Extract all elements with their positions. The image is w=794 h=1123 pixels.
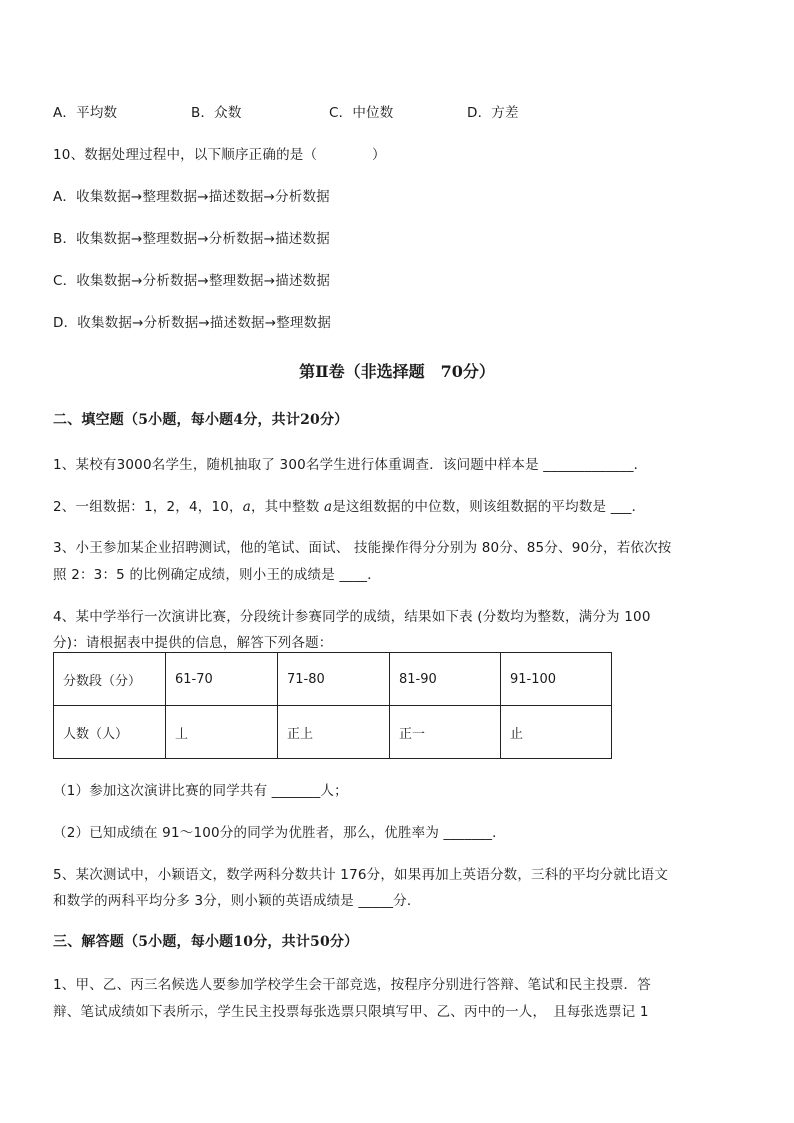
s3-q1-line2: 辩、笔试成绩如下表所示，学生民主投票每张选票只限填写甲、乙、丙中的一人， 且每张选票记 1 <box>53 1004 649 1020</box>
table-cell: 丄 <box>166 706 278 759</box>
table-cell: 61-70 <box>166 653 278 706</box>
s2-q2 <box>53 495 645 515</box>
table-cell: 81-90 <box>390 653 501 706</box>
s2-q1: 1、某校有3000名学生，随机抽取了 300名学生进行体重调查．该问题中样本是 _____________． <box>53 457 648 473</box>
s3-q1-line1: 1、甲、乙、丙三名候选人要参加学校学生会干部竞选，按程序分别进行答辩、笔试和民主投票．答 <box>53 977 651 993</box>
q9-option-c: C．中位数 <box>329 105 394 121</box>
s2-q2-mid: ，其中整数 <box>250 499 324 515</box>
s2-q2-variable-2: a <box>323 499 333 515</box>
table-cell: 正上 <box>278 706 390 759</box>
section2-heading: 二、填空题（5小题，每小题4分，共计20分） <box>53 412 349 428</box>
table-cell: 71-80 <box>278 653 390 706</box>
q10-stem: 10、数据处理过程中，以下顺序正确的是（ ） <box>53 147 386 163</box>
s2-q3-line1: 3、小王参加某企业招聘测试，他的笔试、面试、 技能操作得分分别为 80分、85分、90分，若依次按 <box>53 540 672 556</box>
table-cell: 止 <box>501 706 612 759</box>
s2-q5-line1: 5、某次测试中，小颖语文，数学两科分数共计 176分，如果再加上英语分数，三科的平均分就比语文 <box>53 867 669 883</box>
table-cell: 正一 <box>390 706 501 759</box>
s2-q4-line1: 4、某中学举行一次演讲比赛，分段统计参赛同学的成绩，结果如下表 (分数均为整数，满分为 100 <box>53 609 651 625</box>
table-cell: 分数段（分） <box>54 653 166 706</box>
s2-q4-sub1: （1）参加这次演讲比赛的同学共有 _______人； <box>53 783 348 799</box>
table-row <box>54 706 612 759</box>
q9-option-d: D．方差 <box>467 105 519 121</box>
s2-q2-before: 2、一组数据：1，2，4，10， <box>53 499 243 515</box>
s2-q5-line2: 和数学的两科平均分多 3分，则小颖的英语成绩是 _____分． <box>53 893 421 909</box>
part2-title: 第Ⅱ卷（非选择题 70分） <box>299 362 495 381</box>
q9-options <box>53 101 519 121</box>
table-cell: 91-100 <box>501 653 612 706</box>
section3-heading: 三、解答题（5小题，每小题10分，共计50分） <box>53 934 359 950</box>
q10-option-d: D．收集数据→分析数据→描述数据→整理数据 <box>53 315 332 331</box>
table-cell: 人数（人） <box>54 706 166 759</box>
q9-option-b: B．众数 <box>191 105 242 121</box>
q10-option-a: A．收集数据→整理数据→描述数据→分析数据 <box>53 189 330 205</box>
s2-q3-line2: 照 2：3：5 的比例确定成绩，则小王的成绩是 ____． <box>53 567 381 583</box>
score-distribution-table <box>53 652 612 759</box>
s2-q2-variable: a <box>242 499 251 515</box>
s2-q4-sub2: （2）已知成绩在 91～100分的同学为优胜者，那么，优胜率为 _______． <box>53 825 506 841</box>
s2-q4-line2: 分)：请根据表中提供的信息，解答下列各题： <box>53 635 333 651</box>
q10-option-c: C．收集数据→分析数据→整理数据→描述数据 <box>53 273 331 289</box>
table-row <box>54 653 612 706</box>
s2-q2-after: 是这组数据的中位数，则该组数据的平均数是 ___． <box>332 499 646 515</box>
q9-option-a: A．平均数 <box>53 105 118 121</box>
q10-option-b: B．收集数据→整理数据→分析数据→描述数据 <box>53 231 330 247</box>
